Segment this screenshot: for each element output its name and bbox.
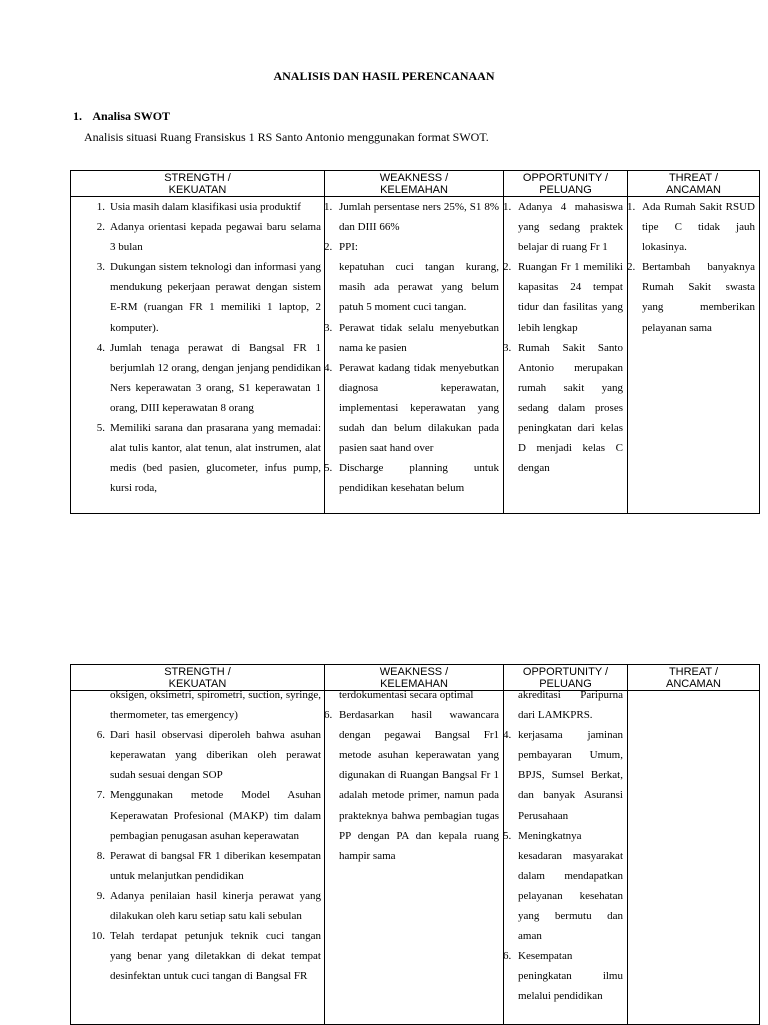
list-item — [74, 418, 321, 498]
item-text: Perawat di bangsal FR 1 diberikan kesempatan untuk melanjutkan pendidikan — [110, 849, 321, 882]
threat-cell-empty — [628, 691, 760, 1025]
item-number: 4. — [324, 361, 333, 374]
item-text: Berdasarkan hasil wawancara dengan pegawai Bangsal Fr1 metode asuhan keperawatan yang digunakan di Ruangan Bangsal Fr 1 adalah metode primer, namun pada prakteknya bahwa pembagian tugas PP dengan PA dan kepala ruang hampir sama — [339, 709, 499, 862]
item-text: Jumlah persentase ners 25%, S1 8% dan DIII 66% — [339, 201, 499, 234]
list-item — [74, 926, 321, 986]
strength-cell — [71, 197, 325, 514]
item-text: Meningkatnya kesadaran masyarakat dalam mendapatkan pelayanan kesehatan yang bermutu dan aman — [518, 829, 623, 943]
item-text: kepatuhan cuci tangan kurang, masih ada perawat yang belum patuh 5 moment cuci tangan. — [339, 261, 499, 314]
header-weakness-line1: WEAKNESS / — [379, 172, 449, 184]
item-number: 2. — [324, 241, 333, 254]
header-strength-line2: KEKUATAN — [168, 184, 227, 196]
opportunity-continuation: akreditasi Paripurna dari LAMKPRS. — [518, 689, 623, 722]
item-number: 2. — [627, 261, 636, 274]
header-opportunity-line1: OPPORTUNITY / — [522, 666, 609, 678]
item-number: 3. — [324, 321, 333, 334]
list-item — [74, 785, 321, 845]
section-heading — [73, 109, 170, 124]
intro-paragraph: Analisis situasi Ruang Fransiskus 1 RS Santo Antonio menggunakan format SWOT. — [84, 130, 489, 144]
item-text: PPI: — [339, 241, 358, 254]
item-text: Memiliki sarana dan prasarana yang memadai: alat tulis kantor, alat tenun, alat instrumen, alat medis (bed pasien, glucometer, infus pump, kursi roda, — [110, 422, 321, 495]
list-item — [503, 946, 623, 1006]
header-threat-line2: ANCAMAN — [665, 678, 721, 690]
item-number: 3. — [96, 261, 105, 274]
swot-table-page-2 — [70, 664, 760, 1025]
item-number: 1. — [503, 201, 512, 213]
swot-header-row — [71, 171, 760, 197]
item-text: Kesempatan peningkatan ilmu melalui pendidikan — [518, 950, 623, 1003]
swot-table-page-1 — [70, 170, 760, 514]
list-item — [324, 458, 499, 498]
header-strength — [71, 171, 325, 197]
item-text: Rumah Sakit Santo Antonio merupakan rumah sakit yang sedang dalam proses peningkatan dari kelas D menjadi kelas C dengan — [518, 341, 623, 475]
strength-continuation: oksigen, oksimetri, spirometri, suction, syringe, thermometer, tas emergency) — [110, 689, 321, 722]
header-strength-line2: KEKUATAN — [168, 678, 227, 690]
header-threat — [628, 665, 760, 691]
list-item — [324, 197, 499, 237]
item-number: 1. — [324, 201, 333, 213]
header-strength-line1: STRENGTH / — [164, 666, 231, 678]
opportunity-cell — [504, 197, 628, 514]
item-number: 1. — [627, 201, 636, 213]
list-item — [74, 338, 321, 418]
header-opportunity-line2: PELUANG — [539, 184, 592, 196]
header-weakness-line1: WEAKNESS / — [379, 666, 449, 678]
header-opportunity — [504, 171, 628, 197]
header-weakness-line2: KELEMAHAN — [380, 184, 448, 196]
item-number: 2. — [503, 261, 512, 274]
section-number: 1. — [73, 109, 82, 123]
list-item — [324, 358, 499, 458]
list-item — [324, 318, 499, 358]
header-opportunity-line2: PELUANG — [539, 678, 592, 690]
swot-body-row — [71, 691, 760, 1025]
header-threat-line1: THREAT / — [668, 666, 719, 678]
header-threat — [628, 171, 760, 197]
item-number: 4. — [96, 341, 105, 354]
list-item — [503, 338, 623, 479]
item-text: Usia masih dalam klasifikasi usia produktif — [110, 201, 301, 213]
list-item — [329, 257, 499, 317]
list-item — [324, 237, 499, 257]
item-number: 5. — [96, 422, 105, 435]
list-item — [74, 725, 321, 785]
list-item — [324, 705, 499, 866]
weakness-cell — [325, 197, 504, 514]
item-number: 9. — [96, 889, 105, 902]
list-item — [74, 217, 321, 257]
list-item — [503, 725, 623, 825]
header-threat-line2: ANCAMAN — [665, 184, 721, 196]
header-weakness-line2: KELEMAHAN — [380, 678, 448, 690]
list-item — [627, 257, 755, 337]
list-item — [74, 197, 321, 217]
list-item — [74, 886, 321, 926]
item-text: Telah terdapat petunjuk teknik cuci tangan yang benar yang diletakkan di dekat tempat desinfektan untuk cuci tangan di Bangsal FR — [110, 930, 321, 983]
item-number: 4. — [503, 729, 512, 742]
item-text: Adanya penilaian hasil kinerja perawat yang dilakukan oleh karu setiap satu kali sebulan — [110, 889, 321, 923]
item-number: 7. — [96, 789, 105, 802]
item-number: 3. — [503, 341, 512, 354]
item-text: Ruangan Fr 1 memiliki kapasitas 24 tempat tidur dan fasilitas yang lebih lengkap — [518, 261, 623, 334]
item-text: Bertambah banyaknya Rumah Sakit swasta yang memberikan pelayanan sama — [642, 261, 755, 334]
list-item — [74, 257, 321, 337]
item-text: Menggunakan metode Model Asuhan Keperawatan Profesional (MAKP) tim dalam pembagian penugasan asuhan keperawatan — [110, 789, 321, 842]
weakness-cell — [325, 691, 504, 1025]
list-item — [503, 257, 623, 337]
item-text: Ada Rumah Sakit RSUD tipe C tidak jauh lokasinya. — [642, 201, 755, 254]
item-number: 8. — [96, 849, 105, 862]
item-text: Adanya orientasi kepada pegawai baru selama 3 bulan — [110, 221, 321, 254]
list-item — [627, 197, 755, 257]
swot-body-row — [71, 197, 760, 514]
item-text: Jumlah tenaga perawat di Bangsal FR 1 berjumlah 12 orang, dengan jenjang pendidikan Ners keperawatan 3 orang, S1 keperawatan 1 orang, DIII keperawatan 8 orang — [110, 341, 321, 414]
item-number: 6. — [96, 729, 105, 742]
section-title: Analisa SWOT — [92, 109, 171, 123]
item-number: 6. — [503, 950, 512, 963]
document-title: ANALISIS DAN HASIL PERENCANAAN — [273, 69, 495, 83]
threat-cell — [628, 197, 760, 514]
header-opportunity-line1: OPPORTUNITY / — [522, 172, 609, 184]
item-text: Discharge planning untuk pendidikan kesehatan belum — [339, 462, 499, 495]
item-text: Perawat kadang tidak menyebutkan diagnosa keperawatan, implementasi keperawatan yang sudah dan belum dilakukan pada pasien saat hand over — [339, 361, 499, 455]
header-weakness — [325, 171, 504, 197]
list-item — [503, 826, 623, 947]
item-text: Perawat tidak selalu menyebutkan nama ke pasien — [339, 321, 499, 354]
header-threat-line1: THREAT / — [668, 172, 719, 184]
item-text: Dukungan sistem teknologi dan informasi yang mendukung pekerjaan perawat dengan sistem E-RM (ruangan FR 1 memiliki 1 laptop, 2 komputer). — [110, 261, 321, 334]
strength-cell — [71, 691, 325, 1025]
item-number: 2. — [96, 221, 105, 234]
opportunity-cell — [504, 691, 628, 1025]
item-number: 5. — [503, 829, 512, 842]
list-item — [503, 197, 623, 257]
item-text: Dari hasil observasi diperoleh bahwa asuhan keperawatan yang diberikan oleh perawat sudah sesuai dengan SOP — [110, 729, 321, 782]
item-text: kerjasama jaminan pembayaran Umum, BPJS, Sumsel Berkat, dan banyak Asuransi Perusahaan — [518, 729, 623, 822]
item-number: 5. — [324, 462, 333, 475]
item-number: 6. — [324, 709, 333, 722]
weakness-continuation: terdokumentasi secara optimal — [339, 689, 474, 701]
item-number: 10. — [91, 930, 105, 943]
header-strength-line1: STRENGTH / — [164, 172, 231, 184]
list-item — [74, 846, 321, 886]
item-text: Adanya 4 mahasiswa yang sedang praktek belajar di ruang Fr 1 — [518, 201, 623, 254]
item-number: 1. — [96, 201, 105, 213]
